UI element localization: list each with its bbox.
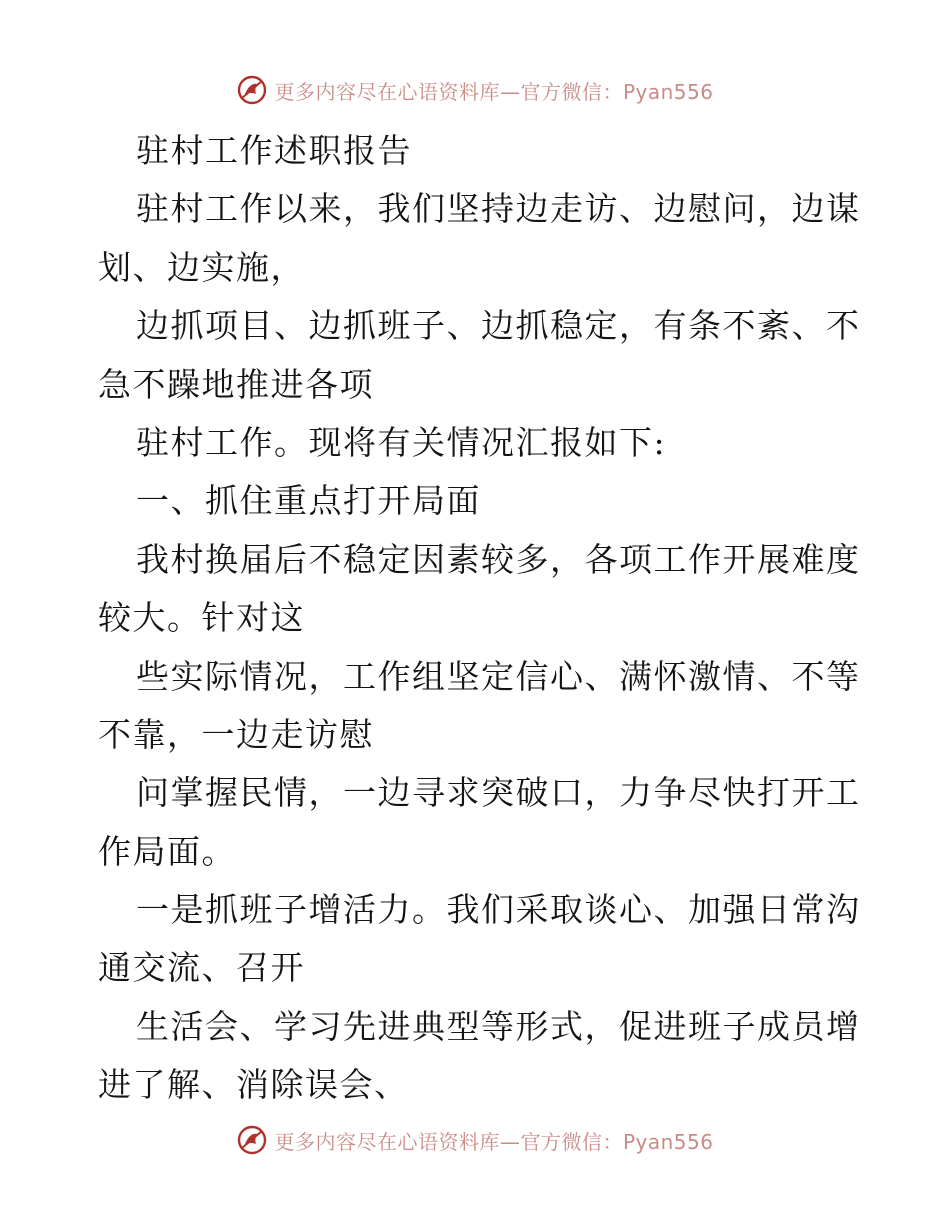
paragraph-line: 不靠，一边走访慰 [98,714,374,754]
watermark-group [236,74,713,106]
watermark-group [236,1124,713,1156]
paragraph-line: 划、边实施， [98,247,305,287]
paragraph-line: 较大。针对这 [98,598,305,638]
paragraph-line: 通交流、召开 [98,948,305,988]
paragraph-line: 边抓项目、边抓班子、边抓稳定，有条不紊、不 [136,306,861,346]
footer-watermark [0,1120,950,1160]
paragraph-line: 问掌握民情，一边寻求突破口，力争尽快打开工 [136,773,861,813]
paragraph-line: 一是抓班子增活力。我们采取谈心、加强日常沟 [136,890,861,930]
paragraph-line: 作局面。 [98,831,236,871]
paragraph-line: 驻村工作。现将有关情况汇报如下: [136,422,667,462]
paragraph-line: 急不躁地推进各项 [98,364,374,404]
paragraph-line: 生活会、学习先进典型等形式，促进班子成员增 [136,1006,861,1046]
watermark-text: 更多内容尽在心语资料库—官方微信：Pyan556 [274,1129,714,1154]
paragraph-line: 进了解、消除误会、 [98,1065,409,1105]
doc-title: 驻村工作述职报告 [136,131,412,170]
paragraph-line: 我村换届后不稳定因素较多，各项工作开展难度 [136,539,861,579]
paragraph-line: 驻村工作以来，我们坚持边走访、边慰问，边谋 [136,189,861,229]
document-body [98,122,861,1115]
seal-logo-icon [236,1124,268,1156]
watermark-text: 更多内容尽在心语资料库—官方微信：Pyan556 [274,79,714,104]
header-watermark [0,70,950,110]
paragraph-line: 些实际情况，工作组坚定信心、满怀激情、不等 [136,656,861,696]
section-heading: 一、抓住重点打开局面 [136,481,481,521]
seal-logo-icon [236,74,268,106]
